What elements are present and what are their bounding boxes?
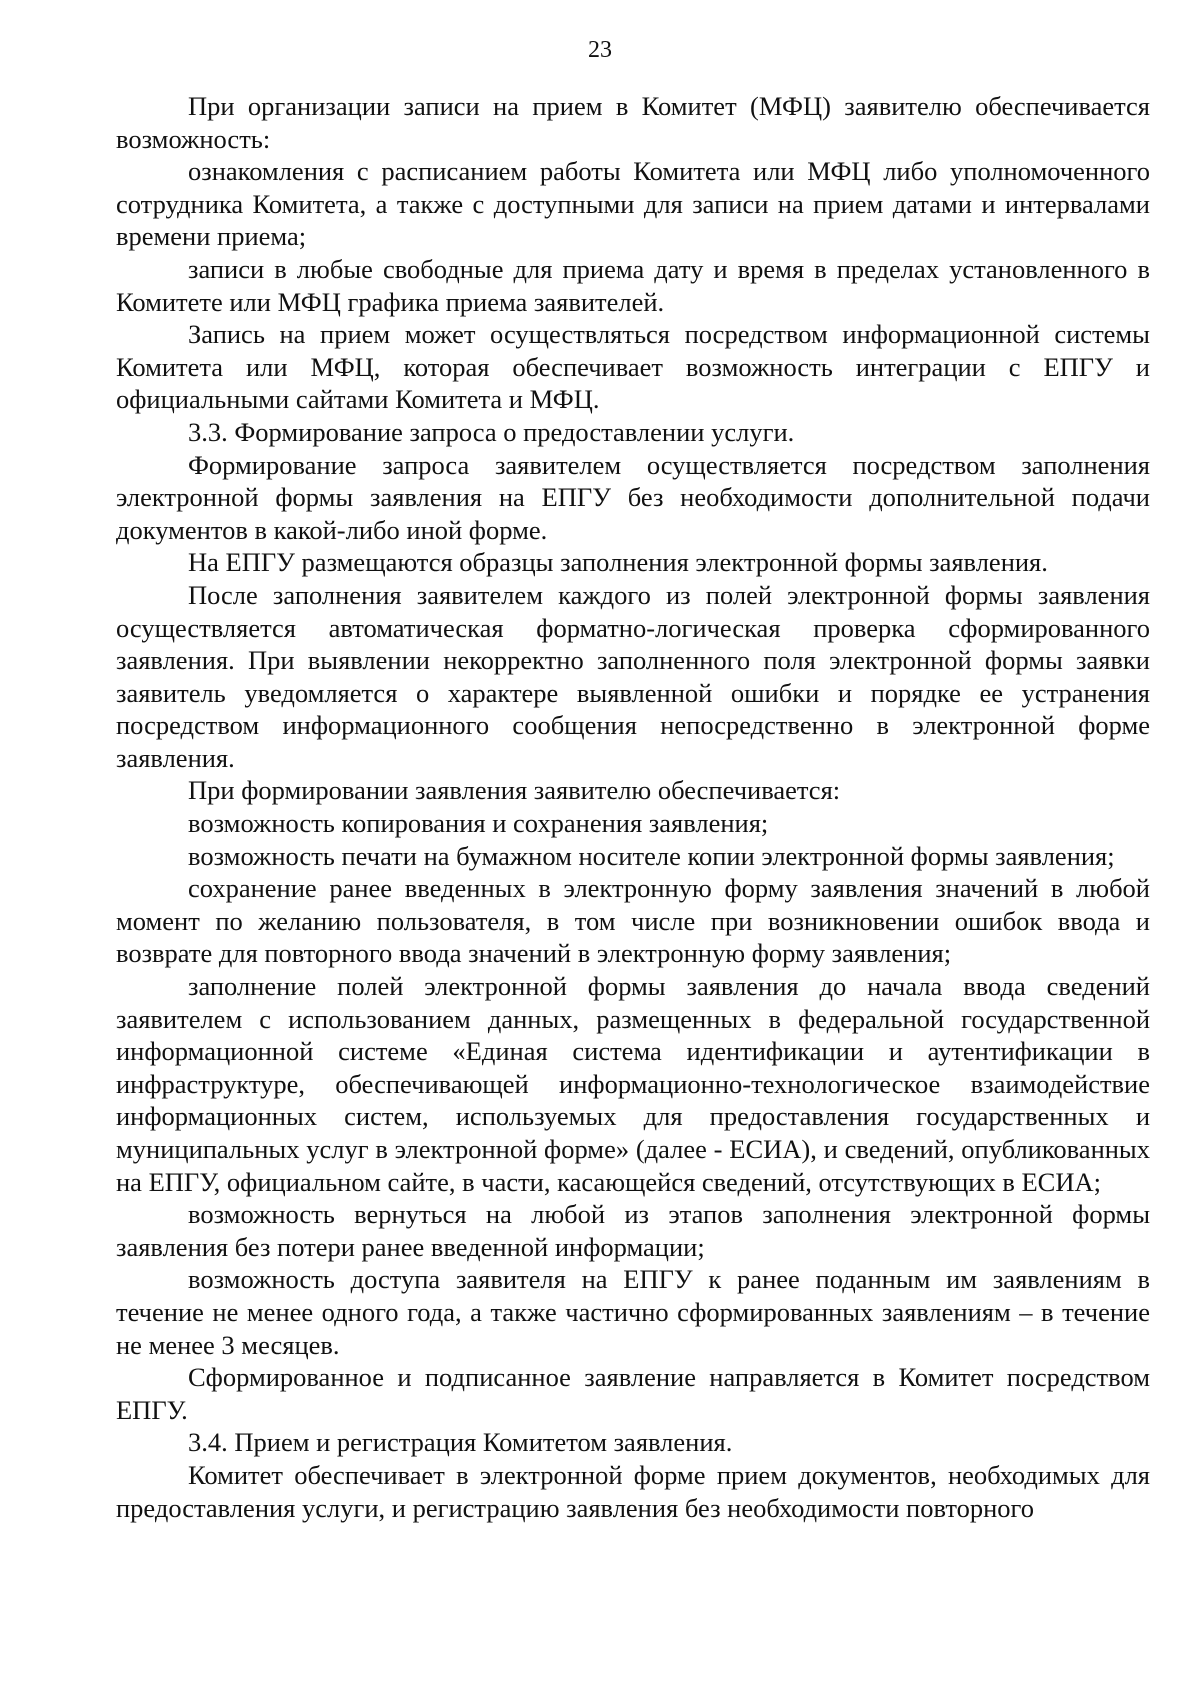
- paragraph-schedule-review: ознакомления с расписанием работы Комитета или МФЦ либо уполномоченного сотрудника Комитета, а также с доступными для записи на прием датами и интервалами времени приема;: [116, 156, 1150, 252]
- paragraph-provided-features: При формировании заявления заявителю обеспечивается:: [188, 775, 841, 806]
- page-number: 23: [588, 37, 612, 63]
- paragraph-appointment-intro: При организации записи на прием в Комитет (МФЦ) заявителю обеспечивается возможность:: [116, 91, 1150, 154]
- paragraph-format-check: После заполнения заявителем каждого из полей электронной формы заявления осуществляется автоматическая форматно-логическая проверка сформированного заявления. При выявлении некорректно заполненного поля электронной формы заявки заявитель уведомляется о характере выявленной ошибки и порядке ее устранения посредством информационного сообщения непосредственно в электронной форме заявления.: [116, 579, 1150, 773]
- paragraph-free-slot-booking: записи в любые свободные для приема дату и время в пределах установленного в Комитете или МФЦ графика приема заявителей.: [116, 253, 1150, 317]
- paragraph-submission: Сформированное и подписанное заявление направляется в Комитет посредством ЕПГУ.: [116, 1362, 1150, 1425]
- paragraph-save-values: сохранение ранее введенных в электронную форму заявления значений в любой момент по желанию пользователя, в том числе при возникновении ошибок ввода и возврате для повторного ввода значений в электронную форму заявления;: [116, 873, 1150, 969]
- paragraph-return-to-step: возможность вернуться на любой из этапов заполнения электронной формы заявления без потери ранее введенной информации;: [116, 1199, 1150, 1262]
- paragraph-form-samples: На ЕПГУ размещаются образцы заполнения электронной формы заявления.: [188, 547, 1048, 578]
- paragraph-copy-save: возможность копирования и сохранения заявления;: [188, 808, 769, 839]
- paragraph-request-forming: Формирование запроса заявителем осуществляется посредством заполнения электронной формы заявления на ЕПГУ без необходимости дополнительной подачи документов в какой-либо иной форме.: [116, 449, 1150, 545]
- paragraph-reception-registration: Комитет обеспечивает в электронной форме прием документов, необходимых для предоставления услуги, и регистрацию заявления без необходимости повторного: [116, 1459, 1150, 1523]
- section-heading-3-3: 3.3. Формирование запроса о предоставлении услуги.: [188, 416, 795, 447]
- section-heading-3-4: 3.4. Прием и регистрация Комитетом заявления.: [188, 1427, 733, 1458]
- paragraph-print-copy: возможность печати на бумажном носителе копии электронной формы заявления;: [188, 840, 1115, 871]
- paragraph-appointment-system: Запись на прием может осуществляться посредством информационной системы Комитета или МФЦ, которая обеспечивает возможность интеграции с ЕПГУ и официальными сайтами Комитета и МФЦ.: [116, 319, 1150, 415]
- paragraph-access-history: возможность доступа заявителя на ЕПГУ к ранее поданным им заявлениям в течение не менее одного года, а также частично сформированных заявлениям – в течение не менее 3 месяцев.: [116, 1264, 1150, 1360]
- document-body: [116, 90, 1150, 1524]
- paragraph-esia-autofill: заполнение полей электронной формы заявления до начала ввода сведений заявителем с использованием данных, размещенных в федеральной государственной информационной системе «Единая система идентификации и аутентификации в инфраструктуре, обеспечивающей информационно-технологическое взаимодействие информационных систем, используемых для предоставления государственных и муниципальных услуг в электронной форме» (далее - ЕСИА), и сведений, опубликованных на ЕПГУ, официальном сайте, в части, касающейся сведений, отсутствующих в ЕСИА;: [116, 971, 1150, 1197]
